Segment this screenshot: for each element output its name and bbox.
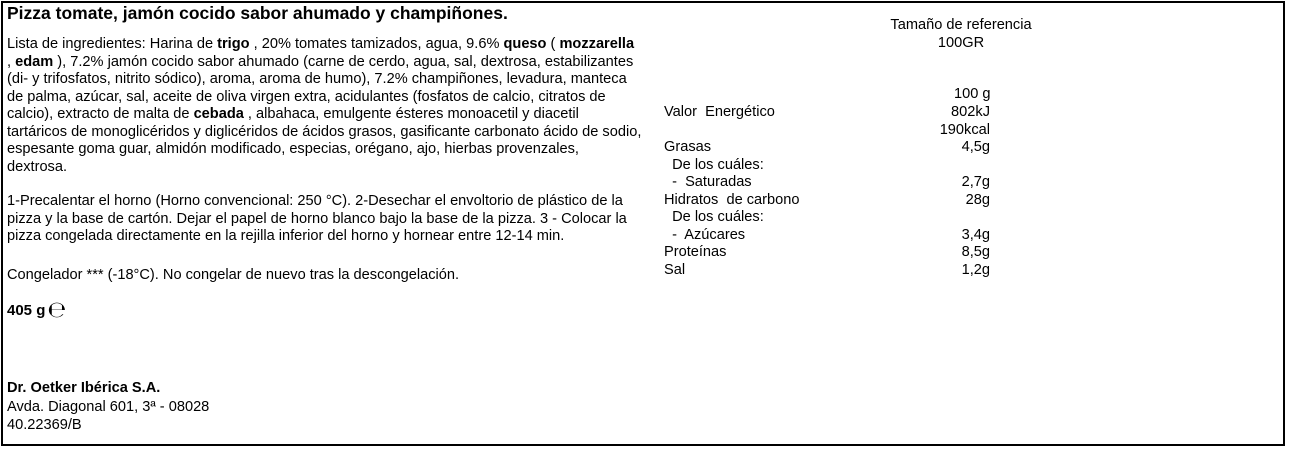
nutrition-row [664, 244, 1004, 262]
nutrient-label: De los cuáles: [664, 156, 764, 173]
nutrition-row [664, 139, 1004, 157]
nutrient-label: - Azúcares [664, 226, 746, 243]
nutrient-value: 8,5g [961, 244, 990, 260]
net-weight-value: 405 g [7, 302, 46, 320]
nutrient-value: 2,7g [961, 174, 990, 190]
ingredient-text: ), 7.2% jamón cocido sabor ahumado (carne de cerdo, agua, sal, dextrosa, estabilizantes (di- y trifosfatos, nitrito sódico), aroma, aroma de humo), 7.2% champiñones, levadura, manteca de palma, azúcar, sal, aceite de oliva virgen extra, acidulantes (fosfatos de calcio, citratos de calcio), extracto de malta de [7, 53, 634, 122]
allergen-text: queso [503, 36, 547, 52]
allergen-text: edam [15, 53, 54, 70]
nutrient-label: Hidratos de carbono [664, 191, 800, 208]
product-title: Pizza tomate, jamón cocido sabor ahumado y champiñones. [7, 3, 508, 23]
company-code: 40.22369/B [7, 417, 82, 433]
left-column [7, 36, 642, 323]
nutrient-value: 28g [965, 191, 990, 208]
nutrient-label: Valor Energético [664, 104, 775, 120]
nutrient-value: 4,5g [961, 139, 990, 155]
reference-size [884, 17, 1038, 52]
nutrient-value: 190kcal [939, 121, 990, 138]
nutrient-label: Sal [664, 261, 686, 278]
nutrition-row [664, 209, 1004, 227]
nutrition-row [664, 122, 1004, 140]
estimated-sign-icon: ℮ [47, 298, 67, 323]
nutrition-row [664, 262, 1004, 280]
allergen-text: cebada [193, 106, 244, 122]
ingredient-text: , albahaca, emulgente ésteres monoacetil y diacetil tartáricos de monoglicéridos y diglicéridos de ácidos grasos, gasificante carbonato ácido de sodio, espesante goma guar, almidón modificado, especias, orégano, ajo, hierbas provenzales, dextrosa. [7, 106, 642, 175]
nutrition-row [664, 174, 1004, 192]
nutrition-row [664, 104, 1004, 122]
nutrition-row [664, 157, 1004, 175]
storage-instructions: Congelador *** (-18°C). No congelar de nuevo tras la descongelación. [7, 266, 460, 283]
ingredient-text: , [7, 53, 16, 70]
net-weight [7, 298, 642, 323]
nutrition-column-header: 100 g [954, 86, 991, 102]
nutrient-value: 3,4g [961, 226, 990, 243]
preparation-instructions: 1-Precalentar el horno (Horno convencional: 250 °C). 2-Desechar el envoltorio de plástico de la pizza y la base de cartón. Dejar el papel de horno blanco bajo la base de la pizza. 3 - Colocar la pizza congelada directamente en la rejilla inferior del horno y hornear entre 12-14 min. [7, 193, 627, 244]
company-address: Avda. Diagonal 601, 3ª - 08028 [7, 398, 210, 415]
nutrient-label: - Saturadas [664, 174, 752, 190]
ingredients-list [7, 36, 642, 176]
allergen-text: trigo [217, 36, 250, 52]
nutrition-row [664, 192, 1004, 210]
nutrient-value: 1,2g [961, 261, 990, 278]
nutrient-label: Grasas [664, 139, 712, 155]
company-name: Dr. Oetker Ibérica S.A. [7, 380, 161, 396]
company-info [7, 379, 209, 435]
nutrient-label: Proteínas [664, 244, 727, 260]
nutrient-value: 802kJ [951, 104, 990, 120]
allergen-text: mozzarella [559, 36, 635, 52]
reference-value: 100GR [937, 34, 985, 51]
nutrient-label: De los cuáles: [664, 209, 764, 225]
ingredient-text: ( [546, 36, 560, 52]
ingredient-text: Lista de ingredientes: Harina de [7, 36, 218, 52]
reference-label: Tamaño de referencia [890, 17, 1032, 33]
ingredient-text: , 20% tomates tamizados, agua, 9.6% [249, 36, 504, 52]
nutrition-row [664, 227, 1004, 245]
